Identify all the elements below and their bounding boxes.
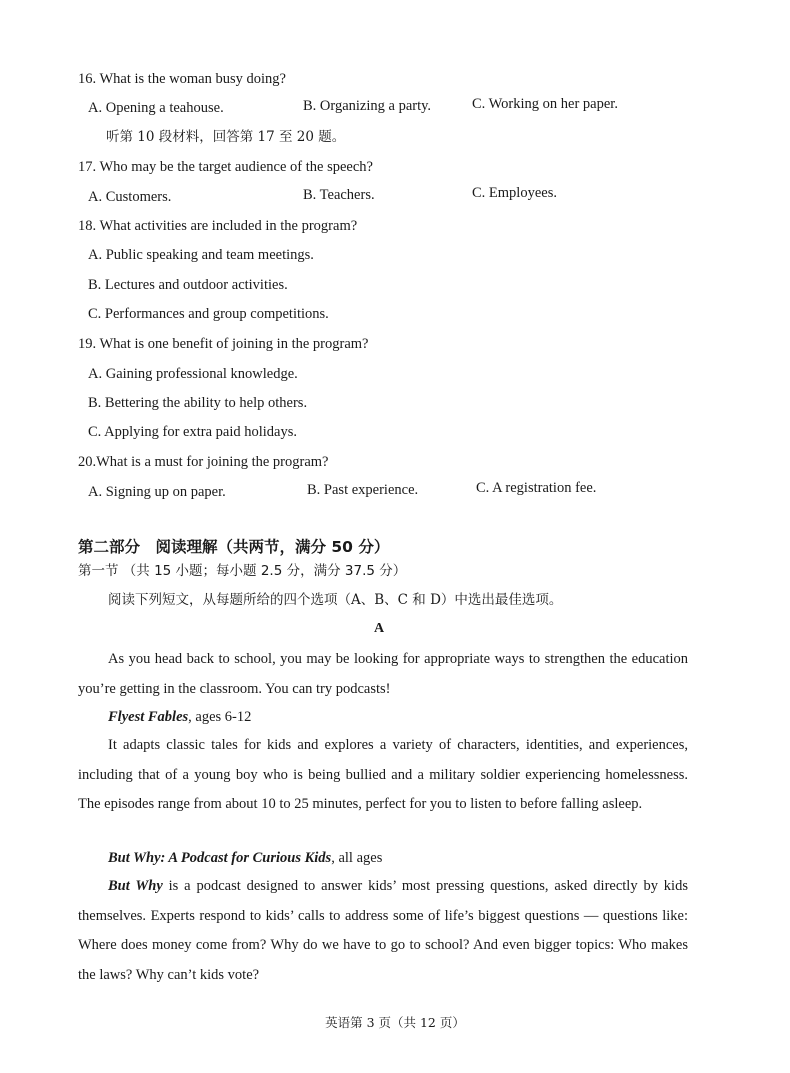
part2-section1: 第一节 （共 15 小题；每小题 2.5 分，满分 37.5 分）: [78, 563, 407, 579]
item2-title: But Why: A Podcast for Curious Kids: [108, 850, 332, 866]
item2-lead: But Why: [108, 878, 163, 894]
question-16: 16. What is the woman busy doing?: [78, 71, 286, 87]
question-18: 18. What activities are included in the program?: [78, 218, 358, 234]
q17-option-b: B. Teachers.: [303, 187, 375, 203]
q19-option-b: B. Bettering the ability to help others.: [88, 395, 308, 411]
q17-option-c: C. Employees.: [472, 185, 557, 201]
page-footer: 英语第 3 页（共 12 页）: [325, 1015, 465, 1030]
q16-option-c: C. Working on her paper.: [472, 96, 618, 112]
q16-option-b: B. Organizing a party.: [303, 98, 432, 114]
q18-option-b: B. Lectures and outdoor activities.: [88, 277, 288, 293]
item1-text: It adapts classic tales for kids and explores a variety of characters, identities, and experiences, including that of a young boy who is being bullied and a military soldier experiencing homelessness. The episodes range from about 10 to 25 minutes, perfect for you to listen to before falling asleep.: [78, 737, 688, 812]
q20-option-a: A. Signing up on paper.: [88, 484, 226, 500]
part2-instruction: 阅读下列短文，从每题所给的四个选项（A、B、C 和 D）中选出最佳选项。: [108, 592, 563, 608]
q18-option-a: A. Public speaking and team meetings.: [88, 247, 314, 263]
instruction-17-20: 听第 10 段材料，回答第 17 至 20 题。: [106, 129, 346, 145]
question-19: 19. What is one benefit of joining in the program?: [78, 336, 369, 352]
item1-title: Flyest Fables: [108, 709, 189, 725]
part2-title: 第二部分 阅读理解（共两节，满分 50 分）: [78, 538, 390, 556]
q18-option-c: C. Performances and group competitions.: [88, 306, 329, 322]
q17-option-a: A. Customers.: [88, 189, 172, 205]
passage-intro: [78, 645, 688, 704]
passage-intro-text: As you head back to school, you may be looking for appropriate ways to strengthen the education you’re getting in the classroom. You can try podcasts!: [78, 651, 688, 697]
question-17: 17. Who may be the target audience of the speech?: [78, 159, 373, 175]
item1-heading: [108, 708, 251, 726]
q16-option-a: A. Opening a teahouse.: [88, 100, 224, 116]
passage-letter: A: [374, 621, 385, 636]
item1-age: , ages 6-12: [188, 709, 252, 725]
q19-option-a: A. Gaining professional knowledge.: [88, 366, 298, 382]
q20-option-c: C. A registration fee.: [476, 480, 597, 496]
q20-option-b: B. Past experience.: [307, 482, 419, 498]
item2-text: is a podcast designed to answer kids’ most pressing questions, asked directly by kids themselves. Experts respond to kids’ calls to address some of life’s biggest questions — questions like: Where does money come from? Why do we have to go to school? And even bigger topics: Who makes the laws? Why can’t kids vote?: [78, 878, 688, 983]
item2-heading: [108, 849, 382, 867]
item2-paragraph: [78, 872, 688, 990]
item2-age: , all ages: [331, 850, 383, 866]
question-20: 20.What is a must for joining the program?: [78, 454, 329, 470]
q19-option-c: C. Applying for extra paid holidays.: [88, 424, 298, 440]
item1-paragraph: [78, 731, 688, 820]
